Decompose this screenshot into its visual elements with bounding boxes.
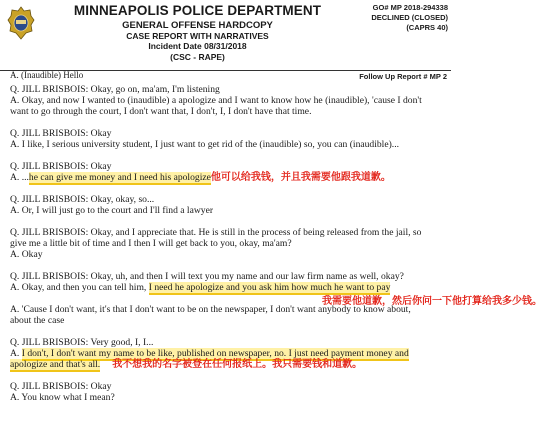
chinese-annotation: 他可以给我钱，并且我需要他跟我道歉。 [210,172,391,183]
transcript-line: Q. JILL BRISBOIS: Okay [10,381,112,392]
follow-up-label: Follow Up Report # MP 2 [359,72,447,81]
transcript-line: A. I like, I serious university student, I just want to get rid of the (inaudible) so, you can (inaudible)... [10,139,399,150]
transcript-line: A. Okay [10,249,43,260]
police-badge-icon [7,6,35,40]
line-prefix: A. ... [10,172,29,183]
transcript-line-highlighted [10,359,446,370]
line-prefix: A. Okay, and then you can tell him, [10,282,149,293]
report-header [0,0,451,70]
transcript-line: A. Okay, and now I wanted to (inaudible) a apologize and I want to know how he (inaudible), 'cause I don't [10,95,422,106]
chinese-annotation: 我不想我的名字被登在任何报纸上。我只需要钱和道歉。 [112,359,363,370]
transcript-line: Q. JILL BRISBOIS: Okay, and I appreciate that. He is still in the process of being released from the jail, so [10,227,422,238]
transcript-line: want to go through the court, I don't want that, I don't, I, I don't have that time. [10,106,312,117]
transcript-body [10,84,542,403]
transcript-line: Q. JILL BRISBOIS: Very good, I, I... [10,337,154,348]
follow-up-bar [0,70,451,82]
incident-date: Incident Date 08/31/2018 [148,41,247,51]
transcript-line: Q. JILL BRISBOIS: Okay [10,128,112,139]
transcript-line: about the case [10,315,65,326]
highlighted-text: I need he apologize and you ask him how much he want to pay [148,282,391,293]
previous-line: A. (Inaudible) Hello [10,70,84,80]
transcript-line: give me a little bit of time and I then I will get back to you, okay, ma'am? [10,238,292,249]
transcript-line: Q. JILL BRISBOIS: Okay, uh, and then I will text you my name and our law firm name as well, okay? [10,271,404,282]
case-status: DECLINED (CLOSED) [371,13,448,22]
transcript-line-highlighted [10,348,446,359]
chinese-annotation-row [10,293,542,307]
report-subtitle: CASE REPORT WITH NARRATIVES [126,31,269,41]
highlighted-text: he can give me money and I need his apologize [28,172,211,183]
case-info-block [350,3,448,33]
transcript-line-highlighted [10,282,446,293]
system-code: (CAPRS 40) [406,23,448,32]
transcript-line: A. Or, I will just go to the court and I'll find a lawyer [10,205,214,216]
highlighted-text: apologize and that's all. [10,359,101,370]
highlighted-text: I don't, I don't want my name to be like, published on newspaper, no. I just need payment money and [21,348,409,359]
transcript-line: Q. JILL BRISBOIS: Okay, go on, ma'am, I'm listening [10,84,220,95]
transcript-line: Q. JILL BRISBOIS: Okay, okay, so... [10,194,155,205]
case-type: (CSC - RAPE) [170,52,225,62]
transcript-line-highlighted [10,172,446,183]
chinese-annotation: 我需要他道歉，然后你问一下他打算给我多少钱。 [322,296,542,307]
department-name: MINNEAPOLIS POLICE DEPARTMENT [73,3,322,18]
transcript-line: A. 'Cause I don't want, it's that I don't want to be on the newspaper, I don't want anybody to know about, [10,304,411,315]
go-number: GO# MP 2018-294338 [372,3,448,12]
transcript-line: A. You know what I mean? [10,392,115,403]
report-type: GENERAL OFFENSE HARDCOPY [122,20,273,31]
header-title-block [40,3,355,62]
transcript-line: Q. JILL BRISBOIS: Okay [10,161,112,172]
line-prefix: A. [10,348,22,359]
